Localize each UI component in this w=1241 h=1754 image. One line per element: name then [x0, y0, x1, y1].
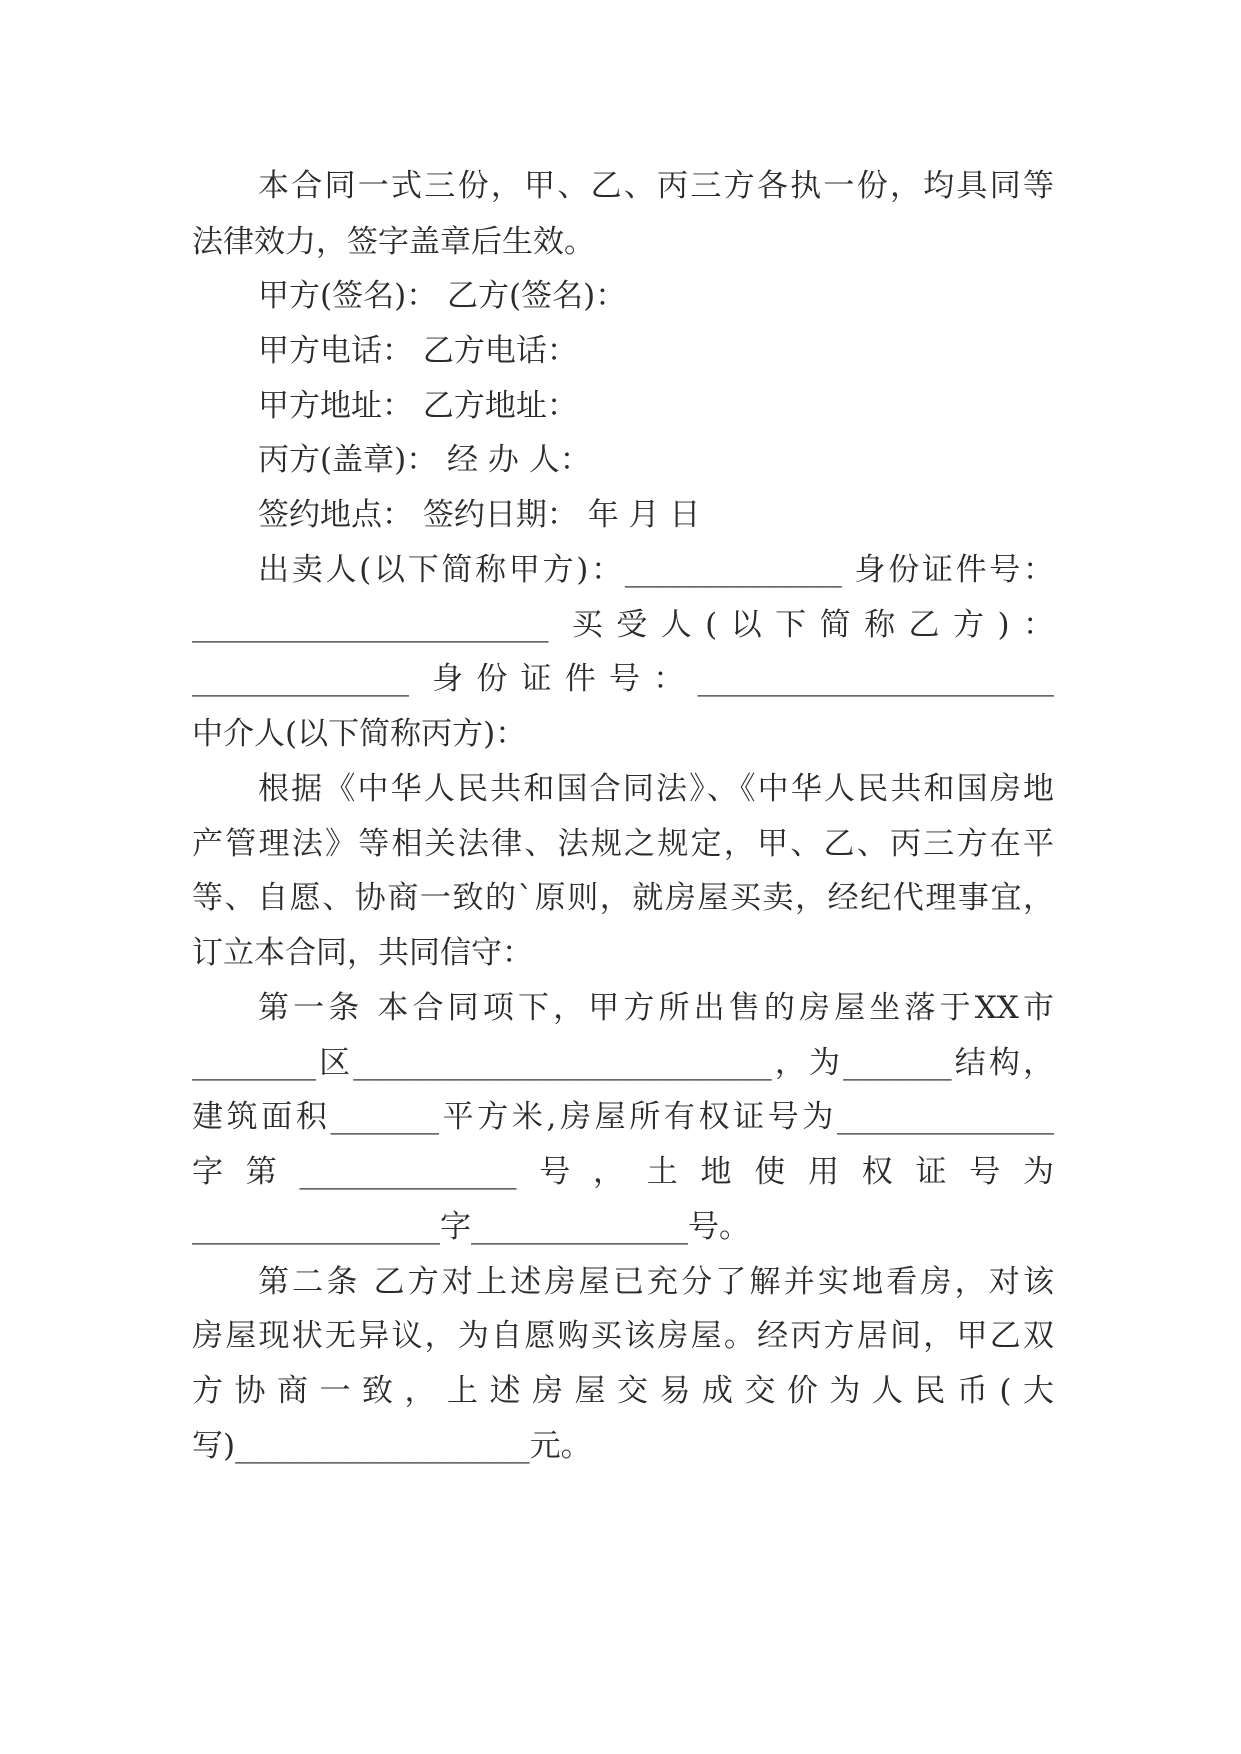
preamble-line-4: 订立本合同，共同信守： [192, 935, 533, 971]
preamble-line-3: 等、自愿、协商一致的`原则，就房屋买卖，经纪代理事宜， [192, 880, 1054, 916]
signature-line-parties: 甲方(签名)： 乙方(签名)： [258, 278, 627, 314]
article-1-line-4: 字第______________号，土地使用权证号为 [192, 1154, 1054, 1190]
article-1-line-5: ________________字______________号。 [192, 1209, 750, 1245]
signing-place-date-line: 签约地点： 签约日期： 年 月 日 [258, 497, 701, 533]
buyer-line: _______________________ 买受人(以下简称乙方)： [192, 607, 1054, 643]
article-2-line-2: 房屋现状无异议，为自愿购买该房屋。经丙方居间，甲乙双 [192, 1318, 1054, 1354]
paragraph-line-copies: 本合同一式三份，甲、乙、丙三方各执一份，均具同等 [258, 168, 1054, 204]
buyer-id-line: ______________ 身份证件号：_______________________ [192, 661, 1054, 697]
intermediary-line: 中介人(以下简称丙方)： [192, 716, 527, 752]
article-1-line-3: 建筑面积_______平方米,房屋所有权证号为______________ [192, 1099, 1054, 1135]
article-2-line-3: 方协商一致，上述房屋交易成交价为人民币(大 [192, 1373, 1054, 1409]
phone-line-parties: 甲方电话： 乙方电话： [258, 333, 578, 369]
article-2-line-4: 写)___________________元。 [192, 1428, 592, 1464]
preamble-line-1: 根据《中华人民共和国合同法》、《中华人民共和国房地 [258, 771, 1054, 807]
preamble-line-2: 产管理法》等相关法律、法规之规定，甲、乙、丙三方在平 [192, 826, 1054, 862]
article-2-line-1: 第二条 乙方对上述房屋已充分了解并实地看房，对该 [258, 1264, 1054, 1300]
seller-line: 出卖人(以下简称甲方)：______________ 身份证件号： [258, 552, 1054, 588]
article-1-line-2: ________区___________________________，为_______结构， [192, 1045, 1054, 1081]
article-1-line-1: 第一条 本合同项下，甲方所出售的房屋坐落于XX市 [258, 990, 1054, 1026]
address-line-parties: 甲方地址： 乙方地址： [258, 388, 578, 424]
seal-line-agent: 丙方(盖章)： 经 办 人： [258, 442, 591, 478]
paragraph-line-effect: 法律效力，签字盖章后生效。 [192, 224, 595, 260]
